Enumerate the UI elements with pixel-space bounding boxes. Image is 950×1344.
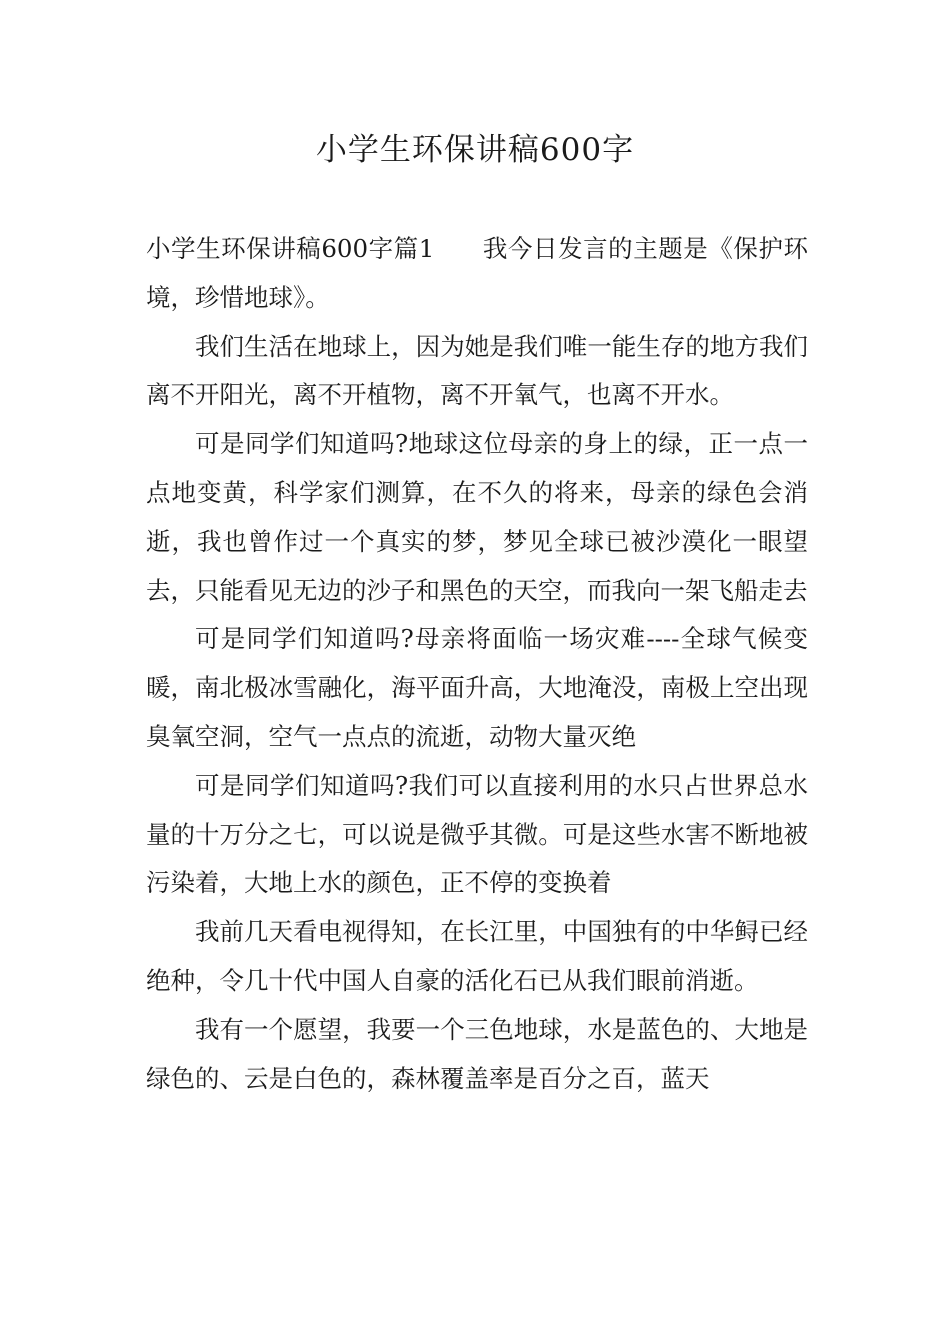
intro-text: 我今日发言的主题是《保护环境，珍惜地球》。 bbox=[146, 234, 809, 312]
paragraph: 可是同学们知道吗?地球这位母亲的身上的绿，正一点一点地变黄，科学家们测算，在不久的将来，母亲的绿色会消逝，我也曾作过一个真实的梦，梦见全球已被沙漠化一眼望去，只能看见无边的沙子和黑色的天空，而我向一架飞船走去 bbox=[146, 429, 808, 605]
paragraph-intro bbox=[146, 225, 808, 323]
section-heading: 小学生环保讲稿600字篇1 bbox=[146, 234, 435, 263]
paragraph: 我们生活在地球上，因为她是我们唯一能生存的地方我们离不开阳光，离不开植物，离不开氧气，也离不开水。 bbox=[146, 331, 808, 410]
paragraph: 我前几天看电视得知，在长江里，中国独有的中华鲟已经绝种，令几十代中国人自豪的活化石已从我们眼前消逝。 bbox=[146, 917, 808, 995]
paragraph: 可是同学们知道吗?母亲将面临一场灾难----全球气候变暖，南北极冰雪融化，海平面升高，大地淹没，南极上空出现臭氧空洞，空气一点点的流逝，动物大量灭绝 bbox=[146, 624, 808, 751]
document-body bbox=[146, 225, 808, 1103]
paragraph: 我有一个愿望，我要一个三色地球，水是蓝色的、大地是绿色的、云是白色的，森林覆盖率是百分之百，蓝天 bbox=[146, 1014, 808, 1093]
document-title: 小学生环保讲稿600字 bbox=[315, 132, 635, 168]
paragraph: 可是同学们知道吗?我们可以直接利用的水只占世界总水量的十万分之七，可以说是微乎其微。可是这些水害不断地被污染着，大地上水的颜色，正不停的变换着 bbox=[146, 770, 808, 898]
